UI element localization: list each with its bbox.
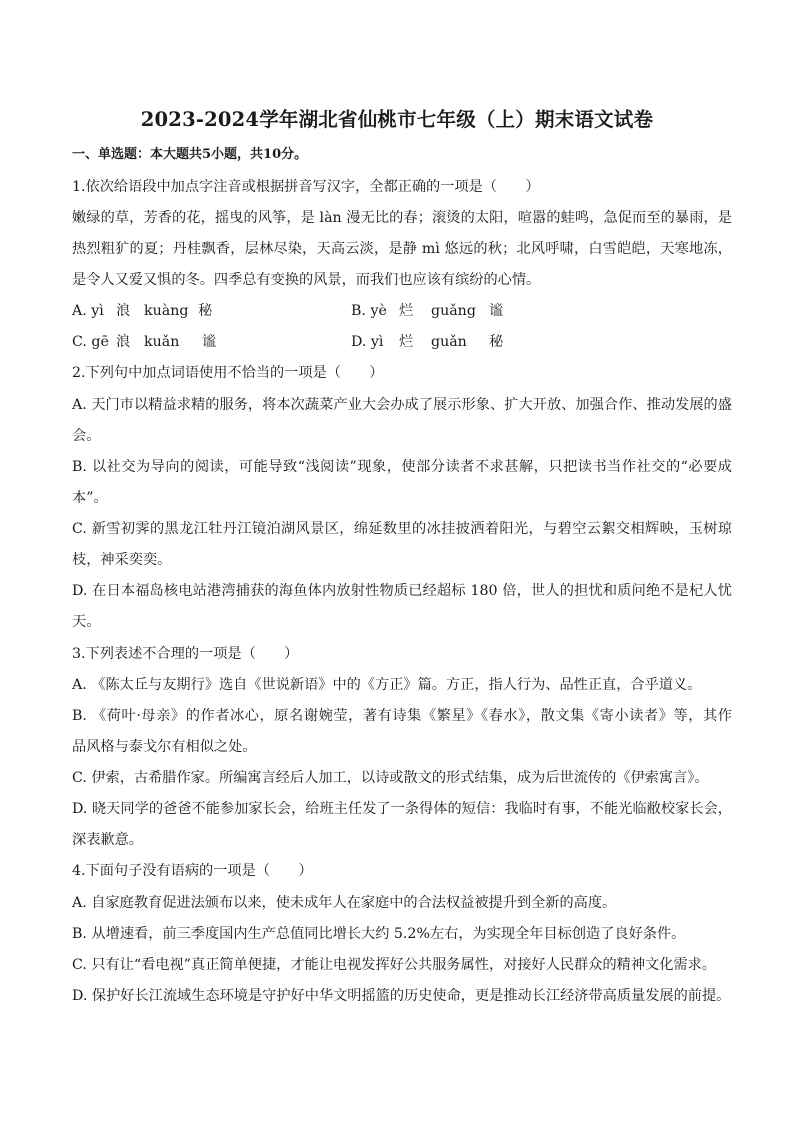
- option-token: kuàng: [144, 303, 189, 319]
- option-token: 谧: [489, 303, 504, 319]
- q2-line: A. 天门市以精益求精的服务，将本次蔬菜产业大会办成了展示形象、扩大开放、加强合作、推动发展的盛: [72, 397, 732, 413]
- q1-option-a: [72, 301, 212, 321]
- q2-line: 枝，神采奕奕。: [72, 552, 172, 568]
- option-token: D. yì: [351, 334, 384, 350]
- q2-line: 本”。: [72, 490, 108, 506]
- q3-stem: 3.下列表述不合理的一项是（ ）: [72, 646, 299, 662]
- option-token: C. gē: [72, 334, 109, 350]
- section-heading: 一、单选题：本大题共5小题，共10分。: [72, 147, 308, 162]
- q3-line: B. 《荷叶·母亲》的作者冰心，原名谢婉莹，著有诗集《繁星》《春水》，散文集《寄小读者》等，其作: [72, 708, 732, 724]
- option-token: B. yè: [351, 303, 387, 319]
- q1-option-c: [72, 332, 216, 352]
- q2-line: C. 新雪初霁的黑龙江牡丹江镜泊湖风景区，绵延数里的冰挂披洒着阳光，与碧空云絮交相辉映，玉树琼: [72, 521, 732, 537]
- q1-passage-line: 嫩绿的草，芳香的花，摇曳的风筝，是 làn 漫无比的春；滚烫的太阳，喧嚣的蛙鸣，急促而至的暴雨，是: [72, 210, 732, 226]
- option-token: 浪: [116, 303, 131, 319]
- q1-passage-line: 是令人又爱又惧的冬。四季总有变换的风景，而我们也应该有缤纷的心情。: [72, 272, 541, 288]
- q3-line: A. 《陈太丘与友期行》选自《世说新语》中的《方正》篇。方正，指人行为、品性正直，合乎道义。: [72, 677, 702, 693]
- q4-line: B. 从增速看，前三季度国内生产总值同比增长大约 5.2%左右，为实现全年目标创造了良好条件。: [72, 926, 686, 942]
- q1-stem: 1.依次给语段中加点字注音或根据拼音写汉字，全都正确的一项是（ ）: [72, 179, 540, 195]
- q3-line: D. 晓天同学的爸爸不能参加家长会，给班主任发了一条得体的短信：我临时有事，不能光临敝校家长会，: [72, 801, 732, 817]
- option-token: 秘: [198, 303, 213, 319]
- option-token: 烂: [399, 334, 414, 350]
- q2-line: 天。: [72, 614, 101, 630]
- q3-line: 品风格与泰戈尔有相似之处。: [72, 739, 257, 755]
- q1-passage-line: 热烈粗犷的夏；丹桂飘香，层林尽染，天高云淡，是静 mì 悠远的秋；北风呼啸，白雪皑皑，天寒地冻，: [72, 241, 732, 257]
- q1-option-b: [351, 301, 503, 321]
- option-token: kuǎn: [144, 334, 180, 350]
- q1-option-d: [351, 332, 503, 352]
- exam-title: 2023-2024学年湖北省仙桃市七年级（上）期末语文试卷: [140, 108, 654, 131]
- option-token: A. yì: [72, 303, 104, 319]
- option-token: guǎng: [431, 303, 476, 319]
- q2-line: D. 在日本福岛核电站港湾捕获的海鱼体内放射性物质已经超标 180 倍，世人的担忧和质问绝不是杞人忧: [72, 583, 732, 599]
- option-token: 烂: [399, 303, 414, 319]
- q3-line: C. 伊索，古希腊作家。所编寓言经后人加工，以诗或散文的形式结集，成为后世流传的《伊索寓言》。: [72, 770, 709, 786]
- q4-line: A. 自家庭教育促进法颁布以来，使未成年人在家庭中的合法权益被提升到全新的高度。: [72, 895, 617, 911]
- q3-line: 深表歉意。: [72, 832, 143, 848]
- option-token: 谧: [202, 334, 217, 350]
- q2-stem: 2.下列句中加点词语使用不恰当的一项是（ ）: [72, 365, 384, 381]
- option-token: 浪: [116, 334, 131, 350]
- option-token: guǎn: [431, 334, 467, 350]
- q2-line: 会。: [72, 428, 101, 444]
- q4-line: D. 保护好长江流域生态环境是守护好中华文明摇篮的历史使命，更是推动长江经济带高质量发展的前提。: [72, 988, 731, 1004]
- q4-stem: 4.下面句子没有语病的一项是（ ）: [72, 863, 313, 879]
- option-token: 秘: [489, 334, 504, 350]
- q4-line: C. 只有让“看电视”真正简单便捷，才能让电视发挥好公共服务属性，对接好人民群众的精神文化需求。: [72, 957, 716, 973]
- q2-line: B. 以社交为导向的阅读，可能导致“浅阅读”现象，使部分读者不求甚解，只把读书当作社交的“必要成: [72, 459, 732, 475]
